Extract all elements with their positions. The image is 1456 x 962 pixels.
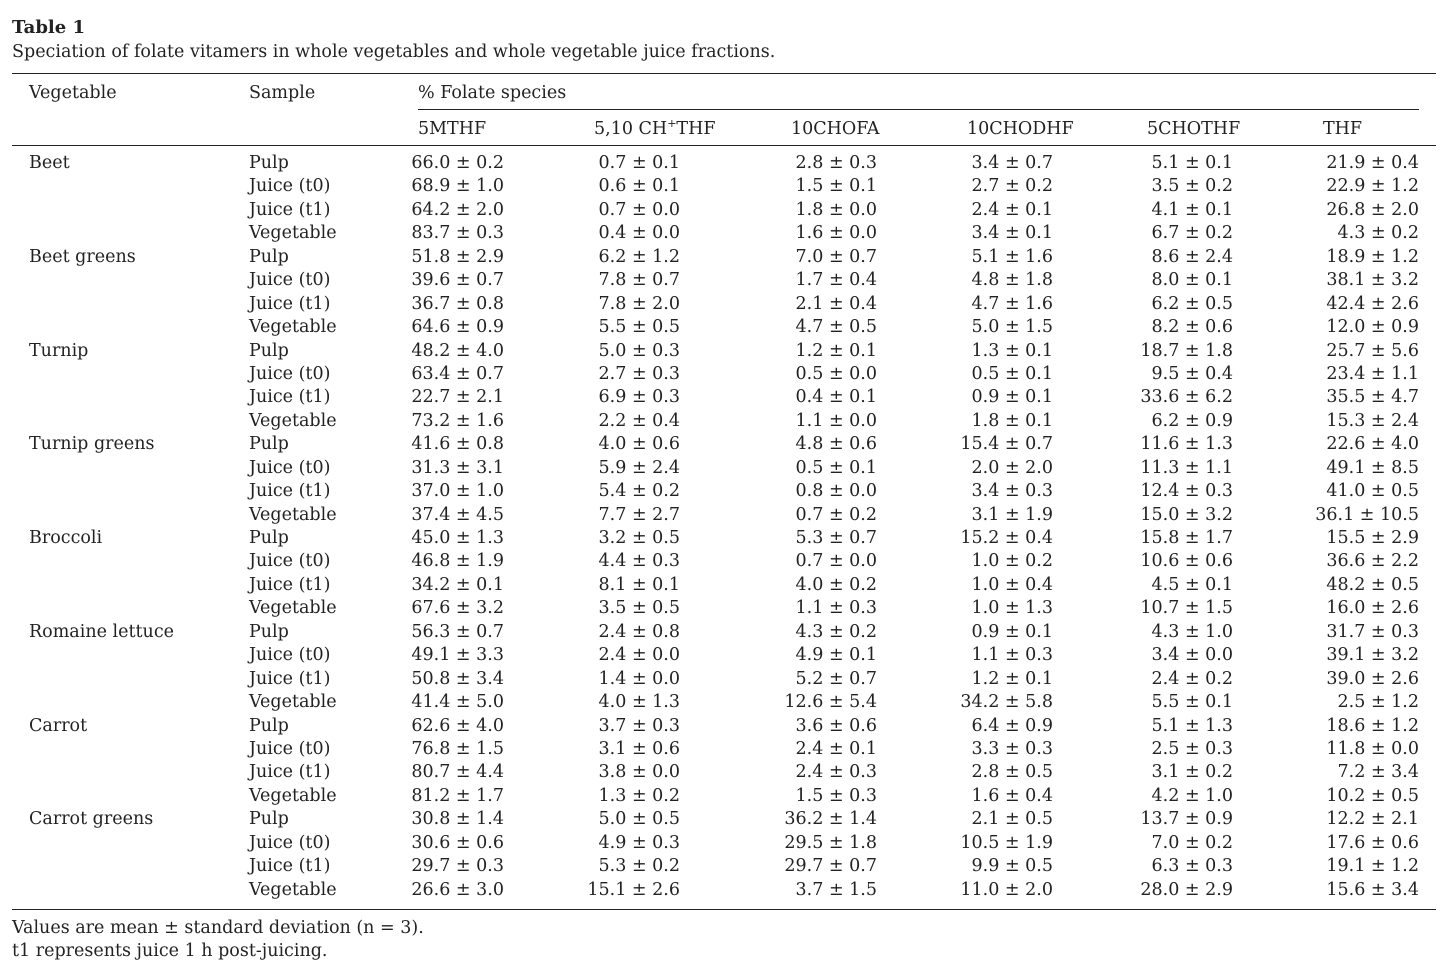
cell-vegetable: Turnip greens bbox=[29, 434, 155, 455]
header-5-10-ch-thf bbox=[594, 118, 715, 140]
cell-value: 26.6 ± 3.0 bbox=[411, 879, 504, 900]
cell-sample: Vegetable bbox=[249, 785, 337, 806]
cell-value: 21.9 ± 0.4 bbox=[1326, 153, 1419, 173]
cell-value: 4.3 ± 0.2 bbox=[1337, 223, 1419, 244]
cell-value: 7.8 ± 0.7 bbox=[598, 270, 680, 291]
cell-value: 63.4 ± 0.7 bbox=[411, 363, 504, 384]
table-row bbox=[0, 222, 1456, 245]
cell-value: 0.5 ± 0.1 bbox=[971, 363, 1053, 384]
cell-value: 41.6 ± 0.8 bbox=[411, 434, 504, 455]
cell-value: 1.2 ± 0.1 bbox=[795, 340, 877, 361]
header-5-10-ch-sup: + bbox=[667, 117, 677, 130]
cell-value: 22.7 ± 2.1 bbox=[411, 387, 504, 408]
cell-value: 12.2 ± 2.1 bbox=[1326, 809, 1419, 830]
cell-vegetable: Beet bbox=[29, 153, 70, 173]
table-row bbox=[0, 621, 1456, 644]
cell-sample: Pulp bbox=[249, 528, 289, 548]
cell-value: 3.4 ± 0.3 bbox=[971, 481, 1053, 502]
header-vegetable: Vegetable bbox=[29, 83, 117, 103]
cell-sample: Juice (t1) bbox=[249, 574, 331, 595]
cell-value: 5.0 ± 0.5 bbox=[598, 809, 680, 830]
cell-value: 5.3 ± 0.2 bbox=[598, 856, 680, 877]
cell-value: 11.8 ± 0.0 bbox=[1326, 738, 1419, 759]
cell-value: 6.9 ± 0.3 bbox=[598, 387, 680, 408]
cell-sample: Juice (t1) bbox=[249, 293, 331, 314]
cell-value: 2.8 ± 0.3 bbox=[795, 153, 877, 173]
cell-value: 8.1 ± 0.1 bbox=[598, 574, 680, 595]
cell-value: 10.6 ± 0.6 bbox=[1140, 551, 1233, 572]
cell-value: 3.5 ± 0.2 bbox=[1151, 176, 1233, 197]
cell-value: 3.8 ± 0.0 bbox=[598, 762, 680, 783]
cell-value: 12.4 ± 0.3 bbox=[1140, 481, 1233, 502]
table-row bbox=[0, 504, 1456, 527]
cell-value: 1.3 ± 0.1 bbox=[971, 340, 1053, 361]
cell-value: 15.2 ± 0.4 bbox=[960, 528, 1053, 548]
table-row bbox=[0, 480, 1456, 503]
cell-value: 80.7 ± 4.4 bbox=[411, 762, 504, 783]
cell-value: 48.2 ± 0.5 bbox=[1326, 574, 1419, 595]
cell-vegetable: Carrot greens bbox=[29, 809, 154, 830]
cell-sample: Juice (t0) bbox=[249, 832, 331, 853]
cell-value: 0.5 ± 0.1 bbox=[795, 457, 877, 478]
cell-value: 15.0 ± 3.2 bbox=[1140, 504, 1233, 525]
cell-value: 5.1 ± 0.1 bbox=[1151, 153, 1233, 173]
cell-value: 2.4 ± 0.3 bbox=[795, 762, 877, 783]
cell-value: 5.5 ± 0.1 bbox=[1151, 692, 1233, 713]
cell-value: 31.7 ± 0.3 bbox=[1326, 621, 1419, 642]
cell-value: 4.8 ± 1.8 bbox=[971, 270, 1053, 291]
cell-value: 48.2 ± 4.0 bbox=[411, 340, 504, 361]
cell-value: 3.2 ± 0.5 bbox=[598, 528, 680, 548]
cell-value: 0.7 ± 0.1 bbox=[598, 153, 680, 173]
cell-value: 1.0 ± 0.4 bbox=[971, 574, 1053, 595]
cell-value: 3.6 ± 0.6 bbox=[795, 715, 877, 736]
footnote-t1: t1 represents juice 1 h post-juicing. bbox=[12, 941, 328, 961]
cell-value: 2.5 ± 1.2 bbox=[1337, 692, 1419, 713]
cell-value: 0.5 ± 0.0 bbox=[795, 363, 877, 384]
cell-value: 0.8 ± 0.0 bbox=[795, 481, 877, 502]
cell-value: 33.6 ± 6.2 bbox=[1140, 387, 1233, 408]
cell-value: 0.6 ± 0.1 bbox=[598, 176, 680, 197]
cell-vegetable: Romaine lettuce bbox=[29, 621, 174, 642]
cell-value: 3.1 ± 0.2 bbox=[1151, 762, 1233, 783]
table-row bbox=[0, 433, 1456, 456]
cell-value: 62.6 ± 4.0 bbox=[411, 715, 504, 736]
cell-value: 7.8 ± 2.0 bbox=[598, 293, 680, 314]
cell-value: 2.7 ± 0.2 bbox=[971, 176, 1053, 197]
cell-value: 2.4 ± 0.2 bbox=[1151, 668, 1233, 689]
cell-value: 18.6 ± 1.2 bbox=[1326, 715, 1419, 736]
cell-value: 39.0 ± 2.6 bbox=[1326, 668, 1419, 689]
cell-value: 2.8 ± 0.5 bbox=[971, 762, 1053, 783]
table-row bbox=[0, 363, 1456, 386]
header-sample: Sample bbox=[249, 83, 316, 103]
table-caption: Speciation of folate vitamers in whole vegetables and whole vegetable juice fractions. bbox=[12, 42, 776, 62]
table-row bbox=[0, 738, 1456, 761]
cell-sample: Pulp bbox=[249, 153, 289, 173]
cell-value: 2.4 ± 0.1 bbox=[795, 738, 877, 759]
table-row bbox=[0, 246, 1456, 269]
cell-value: 11.0 ± 2.0 bbox=[960, 879, 1053, 900]
cell-value: 5.1 ± 1.3 bbox=[1151, 715, 1233, 736]
cell-value: 10.2 ± 0.5 bbox=[1326, 785, 1419, 806]
cell-value: 68.9 ± 1.0 bbox=[411, 176, 504, 197]
cell-value: 34.2 ± 0.1 bbox=[411, 574, 504, 595]
cell-sample: Pulp bbox=[249, 621, 289, 642]
cell-value: 50.8 ± 3.4 bbox=[411, 668, 504, 689]
cell-value: 42.4 ± 2.6 bbox=[1326, 293, 1419, 314]
cell-value: 4.0 ± 1.3 bbox=[598, 692, 680, 713]
table-row bbox=[0, 152, 1456, 175]
cell-value: 1.6 ± 0.4 bbox=[971, 785, 1053, 806]
cell-sample: Juice (t0) bbox=[249, 270, 331, 291]
cell-value: 39.1 ± 3.2 bbox=[1326, 645, 1419, 666]
cell-value: 6.2 ± 0.5 bbox=[1151, 293, 1233, 314]
cell-value: 3.3 ± 0.3 bbox=[971, 738, 1053, 759]
cell-value: 5.9 ± 2.4 bbox=[598, 457, 680, 478]
cell-value: 4.1 ± 0.1 bbox=[1151, 199, 1233, 220]
table-row bbox=[0, 574, 1456, 597]
cell-value: 3.7 ± 1.5 bbox=[795, 879, 877, 900]
cell-value: 34.2 ± 5.8 bbox=[960, 692, 1053, 713]
cell-value: 7.0 ± 0.2 bbox=[1151, 832, 1233, 853]
cell-value: 66.0 ± 0.2 bbox=[411, 153, 504, 173]
cell-value: 6.4 ± 0.9 bbox=[971, 715, 1053, 736]
header-bottom-rule bbox=[12, 145, 1436, 146]
table-title: Table 1 bbox=[12, 17, 86, 38]
cell-value: 10.7 ± 1.5 bbox=[1140, 598, 1233, 619]
cell-value: 8.2 ± 0.6 bbox=[1151, 317, 1233, 338]
cell-value: 45.0 ± 1.3 bbox=[411, 528, 504, 548]
cell-value: 41.0 ± 0.5 bbox=[1326, 481, 1419, 502]
cell-value: 1.1 ± 0.0 bbox=[795, 410, 877, 431]
cell-value: 49.1 ± 3.3 bbox=[411, 645, 504, 666]
cell-value: 41.4 ± 5.0 bbox=[411, 692, 504, 713]
table-row bbox=[0, 410, 1456, 433]
cell-value: 4.8 ± 0.6 bbox=[795, 434, 877, 455]
cell-sample: Vegetable bbox=[249, 223, 337, 244]
table-row bbox=[0, 761, 1456, 784]
cell-value: 5.4 ± 0.2 bbox=[598, 481, 680, 502]
cell-value: 2.2 ± 0.4 bbox=[598, 410, 680, 431]
table-row bbox=[0, 715, 1456, 738]
cell-value: 2.5 ± 0.3 bbox=[1151, 738, 1233, 759]
footnote-mean-sd: Values are mean ± standard deviation (n = 3). bbox=[12, 918, 424, 938]
cell-value: 5.0 ± 0.3 bbox=[598, 340, 680, 361]
cell-value: 7.0 ± 0.7 bbox=[795, 246, 877, 267]
cell-value: 38.1 ± 3.2 bbox=[1326, 270, 1419, 291]
cell-value: 7.7 ± 2.7 bbox=[598, 504, 680, 525]
cell-value: 2.1 ± 0.4 bbox=[795, 293, 877, 314]
cell-value: 12.6 ± 5.4 bbox=[784, 692, 877, 713]
cell-sample: Juice (t0) bbox=[249, 363, 331, 384]
table-row bbox=[0, 785, 1456, 808]
cell-value: 3.1 ± 0.6 bbox=[598, 738, 680, 759]
header-10chodhf: 10CHODHF bbox=[967, 119, 1074, 139]
cell-value: 22.6 ± 4.0 bbox=[1326, 434, 1419, 455]
cell-value: 2.4 ± 0.1 bbox=[971, 199, 1053, 220]
cell-sample: Juice (t0) bbox=[249, 176, 331, 197]
cell-value: 64.6 ± 0.9 bbox=[411, 317, 504, 338]
cell-value: 9.5 ± 0.4 bbox=[1151, 363, 1233, 384]
cell-value: 7.2 ± 3.4 bbox=[1337, 762, 1419, 783]
cell-value: 15.8 ± 1.7 bbox=[1140, 528, 1233, 548]
cell-value: 0.4 ± 0.1 bbox=[795, 387, 877, 408]
cell-value: 30.8 ± 1.4 bbox=[411, 809, 504, 830]
cell-value: 56.3 ± 0.7 bbox=[411, 621, 504, 642]
cell-value: 3.5 ± 0.5 bbox=[598, 598, 680, 619]
cell-value: 2.1 ± 0.5 bbox=[971, 809, 1053, 830]
table-row bbox=[0, 175, 1456, 198]
cell-sample: Pulp bbox=[249, 246, 289, 267]
cell-value: 11.6 ± 1.3 bbox=[1140, 434, 1233, 455]
cell-value: 5.3 ± 0.7 bbox=[795, 528, 877, 548]
cell-value: 73.2 ± 1.6 bbox=[411, 410, 504, 431]
cell-value: 4.2 ± 1.0 bbox=[1151, 785, 1233, 806]
cell-sample: Vegetable bbox=[249, 598, 337, 619]
cell-value: 6.2 ± 1.2 bbox=[598, 246, 680, 267]
header-5chothf: 5CHOTHF bbox=[1147, 119, 1241, 139]
cell-sample: Juice (t1) bbox=[249, 668, 331, 689]
cell-vegetable: Carrot bbox=[29, 715, 88, 736]
cell-value: 3.4 ± 0.1 bbox=[971, 223, 1053, 244]
cell-sample: Juice (t0) bbox=[249, 551, 331, 572]
cell-value: 0.7 ± 0.0 bbox=[795, 551, 877, 572]
cell-value: 51.8 ± 2.9 bbox=[411, 246, 504, 267]
cell-value: 5.2 ± 0.7 bbox=[795, 668, 877, 689]
cell-value: 11.3 ± 1.1 bbox=[1140, 457, 1233, 478]
cell-value: 4.9 ± 0.3 bbox=[598, 832, 680, 853]
cell-value: 23.4 ± 1.1 bbox=[1326, 363, 1419, 384]
cell-sample: Juice (t1) bbox=[249, 856, 331, 877]
cell-value: 3.4 ± 0.0 bbox=[1151, 645, 1233, 666]
table-row bbox=[0, 644, 1456, 667]
cell-value: 3.1 ± 1.9 bbox=[971, 504, 1053, 525]
table-row bbox=[0, 879, 1456, 902]
cell-value: 31.3 ± 3.1 bbox=[411, 457, 504, 478]
cell-value: 1.2 ± 0.1 bbox=[971, 668, 1053, 689]
cell-value: 83.7 ± 0.3 bbox=[411, 223, 504, 244]
table-row bbox=[0, 269, 1456, 292]
cell-sample: Juice (t1) bbox=[249, 481, 331, 502]
cell-value: 8.6 ± 2.4 bbox=[1151, 246, 1233, 267]
header-5-10-ch-suffix: THF bbox=[676, 119, 716, 139]
cell-value: 26.8 ± 2.0 bbox=[1326, 199, 1419, 220]
cell-value: 18.9 ± 1.2 bbox=[1326, 246, 1419, 267]
cell-value: 5.1 ± 1.6 bbox=[971, 246, 1053, 267]
cell-value: 19.1 ± 1.2 bbox=[1326, 856, 1419, 877]
table-row bbox=[0, 668, 1456, 691]
cell-value: 10.5 ± 1.9 bbox=[960, 832, 1053, 853]
cell-value: 18.7 ± 1.8 bbox=[1140, 340, 1233, 361]
cell-value: 15.3 ± 2.4 bbox=[1326, 410, 1419, 431]
cell-value: 35.5 ± 4.7 bbox=[1326, 387, 1419, 408]
cell-value: 1.5 ± 0.3 bbox=[795, 785, 877, 806]
cell-value: 1.1 ± 0.3 bbox=[795, 598, 877, 619]
cell-value: 2.4 ± 0.0 bbox=[598, 645, 680, 666]
cell-value: 36.2 ± 1.4 bbox=[784, 809, 877, 830]
cell-value: 4.9 ± 0.1 bbox=[795, 645, 877, 666]
cell-value: 29.5 ± 1.8 bbox=[784, 832, 877, 853]
table-row bbox=[0, 340, 1456, 363]
cell-value: 0.7 ± 0.0 bbox=[598, 199, 680, 220]
cell-value: 30.6 ± 0.6 bbox=[411, 832, 504, 853]
table-row bbox=[0, 855, 1456, 878]
cell-value: 22.9 ± 1.2 bbox=[1326, 176, 1419, 197]
cell-sample: Juice (t1) bbox=[249, 762, 331, 783]
cell-value: 3.4 ± 0.7 bbox=[971, 153, 1053, 173]
cell-value: 39.6 ± 0.7 bbox=[411, 270, 504, 291]
cell-sample: Pulp bbox=[249, 809, 289, 830]
cell-value: 15.6 ± 3.4 bbox=[1326, 879, 1419, 900]
cell-value: 37.4 ± 4.5 bbox=[411, 504, 504, 525]
cell-value: 5.5 ± 0.5 bbox=[598, 317, 680, 338]
cell-value: 13.7 ± 0.9 bbox=[1140, 809, 1233, 830]
cell-sample: Vegetable bbox=[249, 879, 337, 900]
cell-value: 4.0 ± 0.2 bbox=[795, 574, 877, 595]
cell-value: 1.3 ± 0.2 bbox=[598, 785, 680, 806]
cell-value: 37.0 ± 1.0 bbox=[411, 481, 504, 502]
cell-value: 4.0 ± 0.6 bbox=[598, 434, 680, 455]
cell-sample: Juice (t0) bbox=[249, 457, 331, 478]
cell-value: 67.6 ± 3.2 bbox=[411, 598, 504, 619]
table-row bbox=[0, 293, 1456, 316]
cell-sample: Vegetable bbox=[249, 410, 337, 431]
cell-value: 25.7 ± 5.6 bbox=[1326, 340, 1419, 361]
table-row bbox=[0, 199, 1456, 222]
cell-value: 8.0 ± 0.1 bbox=[1151, 270, 1233, 291]
cell-sample: Juice (t1) bbox=[249, 387, 331, 408]
cell-value: 2.0 ± 2.0 bbox=[971, 457, 1053, 478]
table-row bbox=[0, 597, 1456, 620]
cell-value: 1.4 ± 0.0 bbox=[598, 668, 680, 689]
cell-sample: Pulp bbox=[249, 340, 289, 361]
cell-value: 46.8 ± 1.9 bbox=[411, 551, 504, 572]
cell-value: 1.8 ± 0.0 bbox=[795, 199, 877, 220]
cell-value: 36.7 ± 0.8 bbox=[411, 293, 504, 314]
cell-value: 1.5 ± 0.1 bbox=[795, 176, 877, 197]
cell-value: 15.5 ± 2.9 bbox=[1326, 528, 1419, 548]
cell-sample: Pulp bbox=[249, 434, 289, 455]
cell-sample: Vegetable bbox=[249, 317, 337, 338]
header-5-10-ch-text: 5,10 CH bbox=[594, 119, 668, 139]
cell-value: 2.4 ± 0.8 bbox=[598, 621, 680, 642]
table-row bbox=[0, 832, 1456, 855]
cell-value: 4.7 ± 1.6 bbox=[971, 293, 1053, 314]
cell-sample: Vegetable bbox=[249, 504, 337, 525]
table-row bbox=[0, 691, 1456, 714]
cell-sample: Pulp bbox=[249, 715, 289, 736]
cell-value: 28.0 ± 2.9 bbox=[1140, 879, 1233, 900]
cell-value: 76.8 ± 1.5 bbox=[411, 738, 504, 759]
cell-value: 36.6 ± 2.2 bbox=[1326, 551, 1419, 572]
table-bottom-rule bbox=[12, 909, 1436, 910]
cell-sample: Juice (t0) bbox=[249, 738, 331, 759]
cell-value: 17.6 ± 0.6 bbox=[1326, 832, 1419, 853]
cell-value: 4.7 ± 0.5 bbox=[795, 317, 877, 338]
table-body bbox=[0, 152, 1456, 902]
cell-value: 1.6 ± 0.0 bbox=[795, 223, 877, 244]
cell-value: 4.3 ± 1.0 bbox=[1151, 621, 1233, 642]
table-row bbox=[0, 808, 1456, 831]
header-folate-species: % Folate species bbox=[418, 83, 567, 103]
cell-value: 1.0 ± 0.2 bbox=[971, 551, 1053, 572]
cell-vegetable: Beet greens bbox=[29, 246, 136, 267]
cell-value: 5.0 ± 1.5 bbox=[971, 317, 1053, 338]
cell-value: 4.3 ± 0.2 bbox=[795, 621, 877, 642]
cell-value: 1.8 ± 0.1 bbox=[971, 410, 1053, 431]
cell-sample: Juice (t0) bbox=[249, 645, 331, 666]
cell-value: 15.4 ± 0.7 bbox=[960, 434, 1053, 455]
cell-sample: Vegetable bbox=[249, 692, 337, 713]
cell-value: 1.1 ± 0.3 bbox=[971, 645, 1053, 666]
cell-value: 1.7 ± 0.4 bbox=[795, 270, 877, 291]
table-row bbox=[0, 550, 1456, 573]
cell-value: 12.0 ± 0.9 bbox=[1326, 317, 1419, 338]
cell-value: 0.9 ± 0.1 bbox=[971, 621, 1053, 642]
cell-value: 81.2 ± 1.7 bbox=[411, 785, 504, 806]
cell-sample: Juice (t1) bbox=[249, 199, 331, 220]
header-5mthf: 5MTHF bbox=[418, 119, 487, 139]
cell-value: 3.7 ± 0.3 bbox=[598, 715, 680, 736]
cell-value: 6.7 ± 0.2 bbox=[1151, 223, 1233, 244]
cell-value: 16.0 ± 2.6 bbox=[1326, 598, 1419, 619]
cell-value: 64.2 ± 2.0 bbox=[411, 199, 504, 220]
cell-value: 4.5 ± 0.1 bbox=[1151, 574, 1233, 595]
cell-value: 49.1 ± 8.5 bbox=[1326, 457, 1419, 478]
cell-value: 29.7 ± 0.7 bbox=[784, 856, 877, 877]
cell-value: 4.4 ± 0.3 bbox=[598, 551, 680, 572]
cell-value: 36.1 ± 10.5 bbox=[1315, 504, 1419, 525]
header-thf: THF bbox=[1323, 119, 1363, 139]
cell-value: 6.2 ± 0.9 bbox=[1151, 410, 1233, 431]
cell-value: 0.7 ± 0.2 bbox=[795, 504, 877, 525]
cell-value: 9.9 ± 0.5 bbox=[971, 856, 1053, 877]
cell-vegetable: Turnip bbox=[29, 340, 89, 361]
cell-value: 29.7 ± 0.3 bbox=[411, 856, 504, 877]
table-top-rule bbox=[12, 73, 1436, 74]
cell-value: 6.3 ± 0.3 bbox=[1151, 856, 1233, 877]
cell-value: 15.1 ± 2.6 bbox=[587, 879, 680, 900]
cell-value: 0.4 ± 0.0 bbox=[598, 223, 680, 244]
species-group-rule bbox=[418, 109, 1419, 110]
table-row bbox=[0, 386, 1456, 409]
header-10chofa: 10CHOFA bbox=[791, 119, 880, 139]
cell-value: 1.0 ± 1.3 bbox=[971, 598, 1053, 619]
table-row bbox=[0, 527, 1456, 550]
cell-value: 2.7 ± 0.3 bbox=[598, 363, 680, 384]
cell-value: 0.9 ± 0.1 bbox=[971, 387, 1053, 408]
table-row bbox=[0, 316, 1456, 339]
table-row bbox=[0, 457, 1456, 480]
cell-vegetable: Broccoli bbox=[29, 528, 103, 548]
